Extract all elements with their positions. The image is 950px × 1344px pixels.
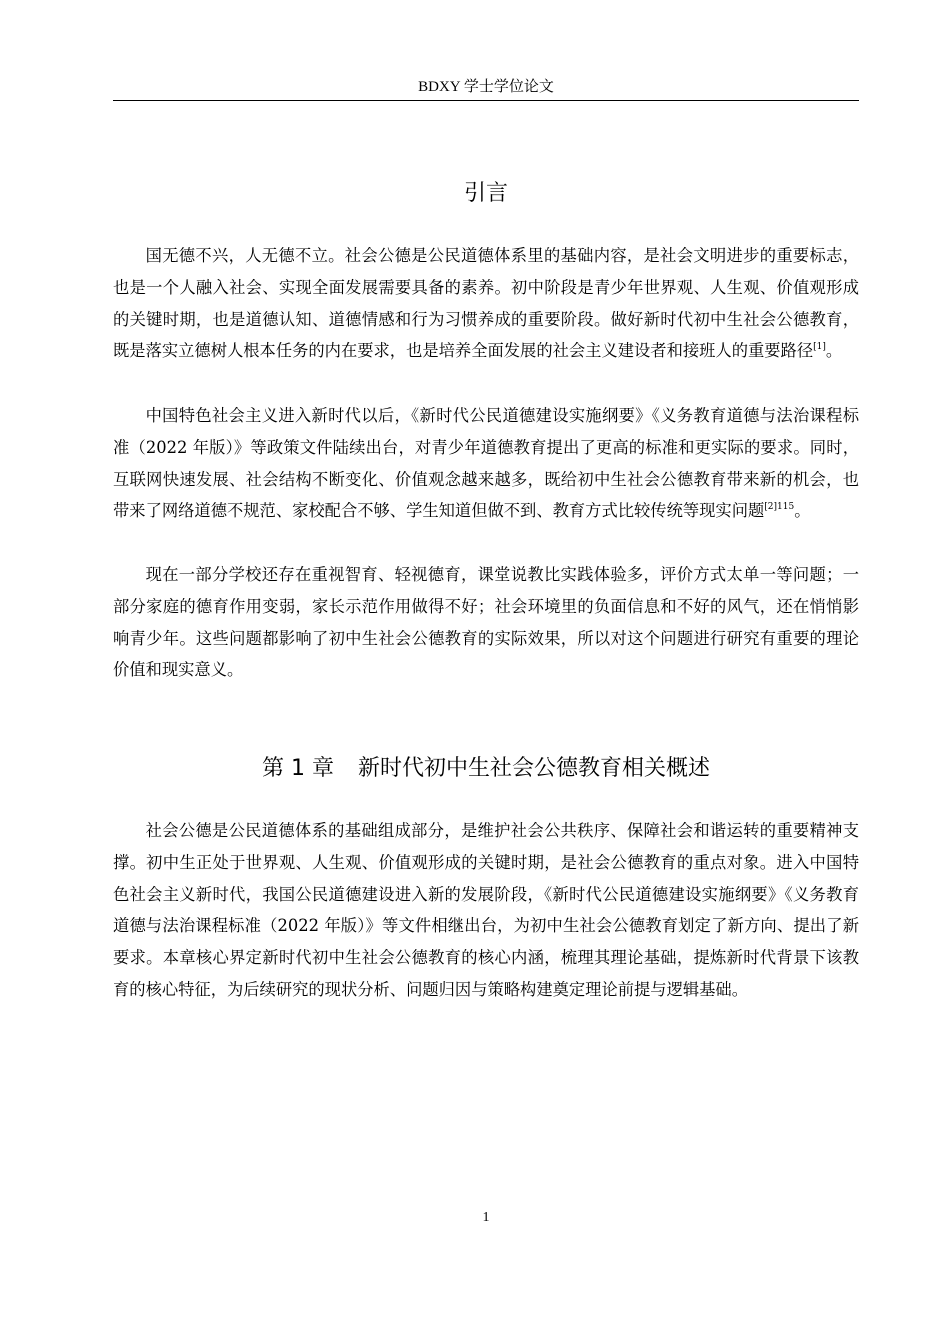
- running-header: BDXY 学士学位论文: [418, 79, 554, 95]
- chapter-1-title-text: 新时代初中生社会公德教育相关概述: [357, 756, 710, 781]
- intro-paragraph-1-end: 。: [825, 341, 843, 361]
- intro-paragraph-1-text: 国无德不兴，人无德不立。社会公德是公民道德体系里的基础内容，是社会文明进步的重要标志，也是一个人融入社会、实现全面发展需要具备的素养。初中阶段是青少年世界观、人生观、价值观形成的关键时期，也是道德认知、道德情感和行为习惯养成的重要阶段。做好新时代初中生社会公德教育，既是落实立德树人根本任务的内在要求，也是培养全面发展的社会主义建设者和接班人的重要路径: [113, 246, 859, 361]
- intro-paragraph-3: 现在一部分学校还存在重视智育、轻视德育，课堂说教比实践体验多，评价方式太单一等问题；一部分家庭的德育作用变弱，家长示范作用做得不好；社会环境里的负面信息和不好的风气，还在悄悄影响青少年。这些问题都影响了初中生社会公德教育的实际效果，所以对这个问题进行研究有重要的理论价值和现实意义。: [113, 565, 859, 680]
- section-title-intro: 引言: [463, 181, 508, 206]
- citation-ref-2: [2]115: [764, 502, 795, 513]
- chapter-1-number: 第 1 章: [262, 756, 334, 781]
- intro-paragraph-2-text: 中国特色社会主义进入新时代以后，《新时代公民道德建设实施纲要》《义务教育道德与法治课程标准（2022 年版）》等政策文件陆续出台，对青少年道德教育提出了更高的标准和更实际的要求。同时，互联网快速发展、社会结构不断变化、价值观念越来越多，既给初中生社会公德教育带来新的机会，也带来了网络道德不规范、家校配合不够、学生知道但做不到、教育方式比较传统等现实问题: [113, 406, 859, 521]
- chapter-1-paragraph-1: 社会公德是公民道德体系的基础组成部分，是维护社会公共秩序、保障社会和谐运转的重要精神支撑。初中生正处于世界观、人生观、价值观形成的关键时期，是社会公德教育的重点对象。进入中国特色社会主义新时代，我国公民道德建设进入新的发展阶段，《新时代公民道德建设实施纲要》《义务教育道德与法治课程标准（2022 年版）》等文件相继出台，为初中生社会公德教育划定了新方向、提出了新要求。本章核心界定新时代初中生社会公德教育的核心内涵，梳理其理论基础，提炼新时代背景下该教育的核心特征，为后续研究的现状分析、问题归因与策略构建奠定理论前提与逻辑基础。: [113, 821, 859, 999]
- intro-paragraph-2-end: 。: [794, 501, 811, 521]
- chapter-1-title: [113, 754, 859, 784]
- intro-paragraph-1: [113, 240, 859, 367]
- header-rule: [113, 100, 859, 101]
- citation-ref-1: [1]: [813, 342, 826, 353]
- page-number: 1: [482, 1210, 490, 1225]
- intro-paragraph-2: [113, 400, 859, 527]
